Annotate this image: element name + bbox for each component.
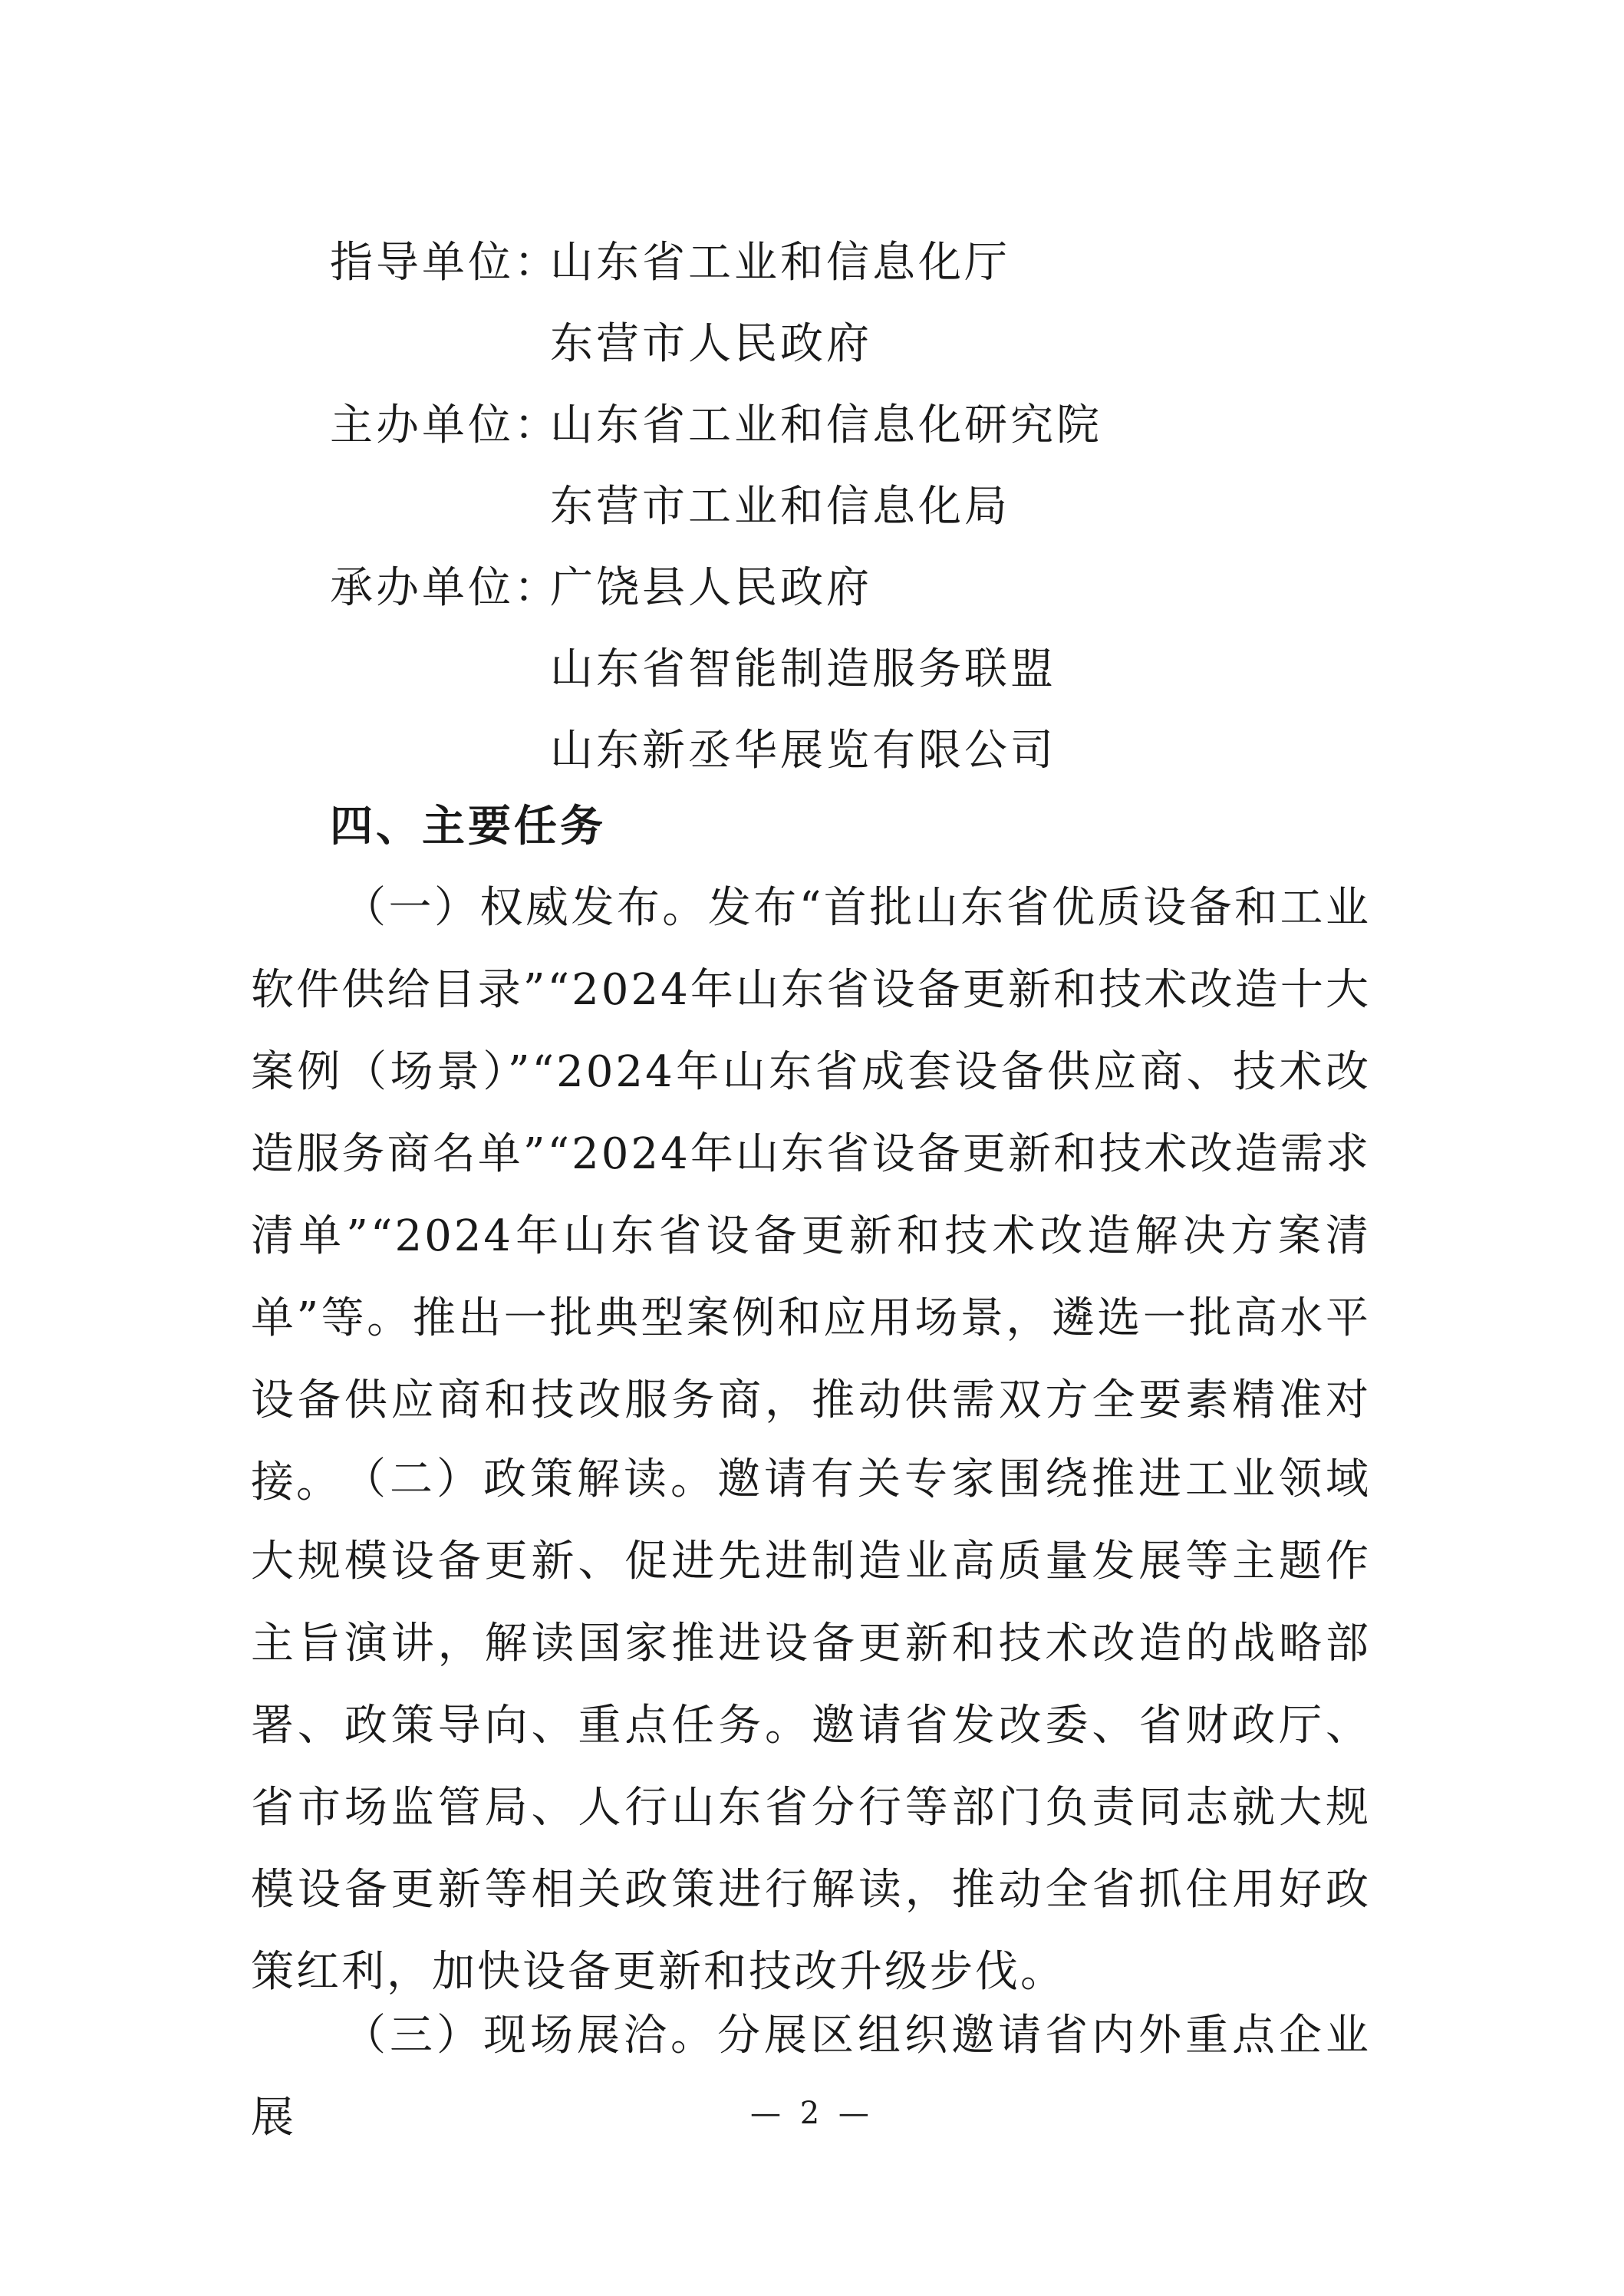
organizer-label: 主办单位：: [330, 400, 560, 450]
section-heading: 四、主要任务: [330, 802, 606, 852]
organizer-label: 指导单位：: [330, 238, 560, 288]
organizer-group-guidance: [330, 222, 1102, 385]
organizer-row: [330, 222, 1102, 304]
organizer-unit: 山东省工业和信息化研究院: [550, 400, 1102, 450]
paragraph-policy-interpretation: （二）政策解读。邀请有关专家围绕推进工业领域大规模设备更新、促进先进制造业高质量发展等主题作主旨演讲，解读国家推进设备更新和技术改造的战略部署、政策导向、重点任务。邀请省发改委、省财政厅、省市场监管局、人行山东省分行等部门负责同志就大规模设备更新等相关政策进行解读，推动全省抓住用好政策红利，加快设备更新和技改升级步伐。: [251, 1454, 1371, 1997]
organizer-unit: 山东新丞华展览有限公司: [550, 726, 1056, 776]
organizer-row: [330, 548, 1102, 629]
paragraph-authoritative-release: （一）权威发布。发布“首批山东省优质设备和工业软件供给目录”“2024年山东省设备更新和技术改造十大案例（场景）”“2024年山东省成套设备供应商、技术改造服务商名单”“2024年山东省设备更新和技术改造需求清单”“2024年山东省设备更新和技术改造解决方案清单”等。推出一批典型案例和应用场景，遴选一批高水平设备供应商和技改服务商，推动供需双方全要素精准对接。: [251, 883, 1371, 1507]
organizer-unit: 山东省工业和信息化厅: [550, 238, 1010, 288]
organizer-group-host: [330, 385, 1102, 548]
organizer-group-undertaker: [330, 548, 1102, 792]
organizer-row: [330, 710, 1102, 792]
organizer-unit: 东营市人民政府: [550, 319, 872, 369]
organizer-unit: 东营市工业和信息化局: [550, 482, 1010, 532]
organizer-row: [330, 385, 1102, 466]
paragraph-onsite-exhibition: （三）现场展洽。分展区组织邀请省内外重点企业展: [251, 2011, 1371, 2143]
organizer-row: [330, 629, 1102, 710]
page-number: — 2 —: [750, 2096, 874, 2131]
organizer-unit: 广饶县人民政府: [550, 563, 872, 613]
organizer-unit: 山东省智能制造服务联盟: [550, 644, 1056, 694]
organizer-row: [330, 466, 1102, 548]
organizer-row: [330, 304, 1102, 385]
organizer-list: [330, 222, 1102, 792]
organizer-label: 承办单位：: [330, 563, 560, 613]
